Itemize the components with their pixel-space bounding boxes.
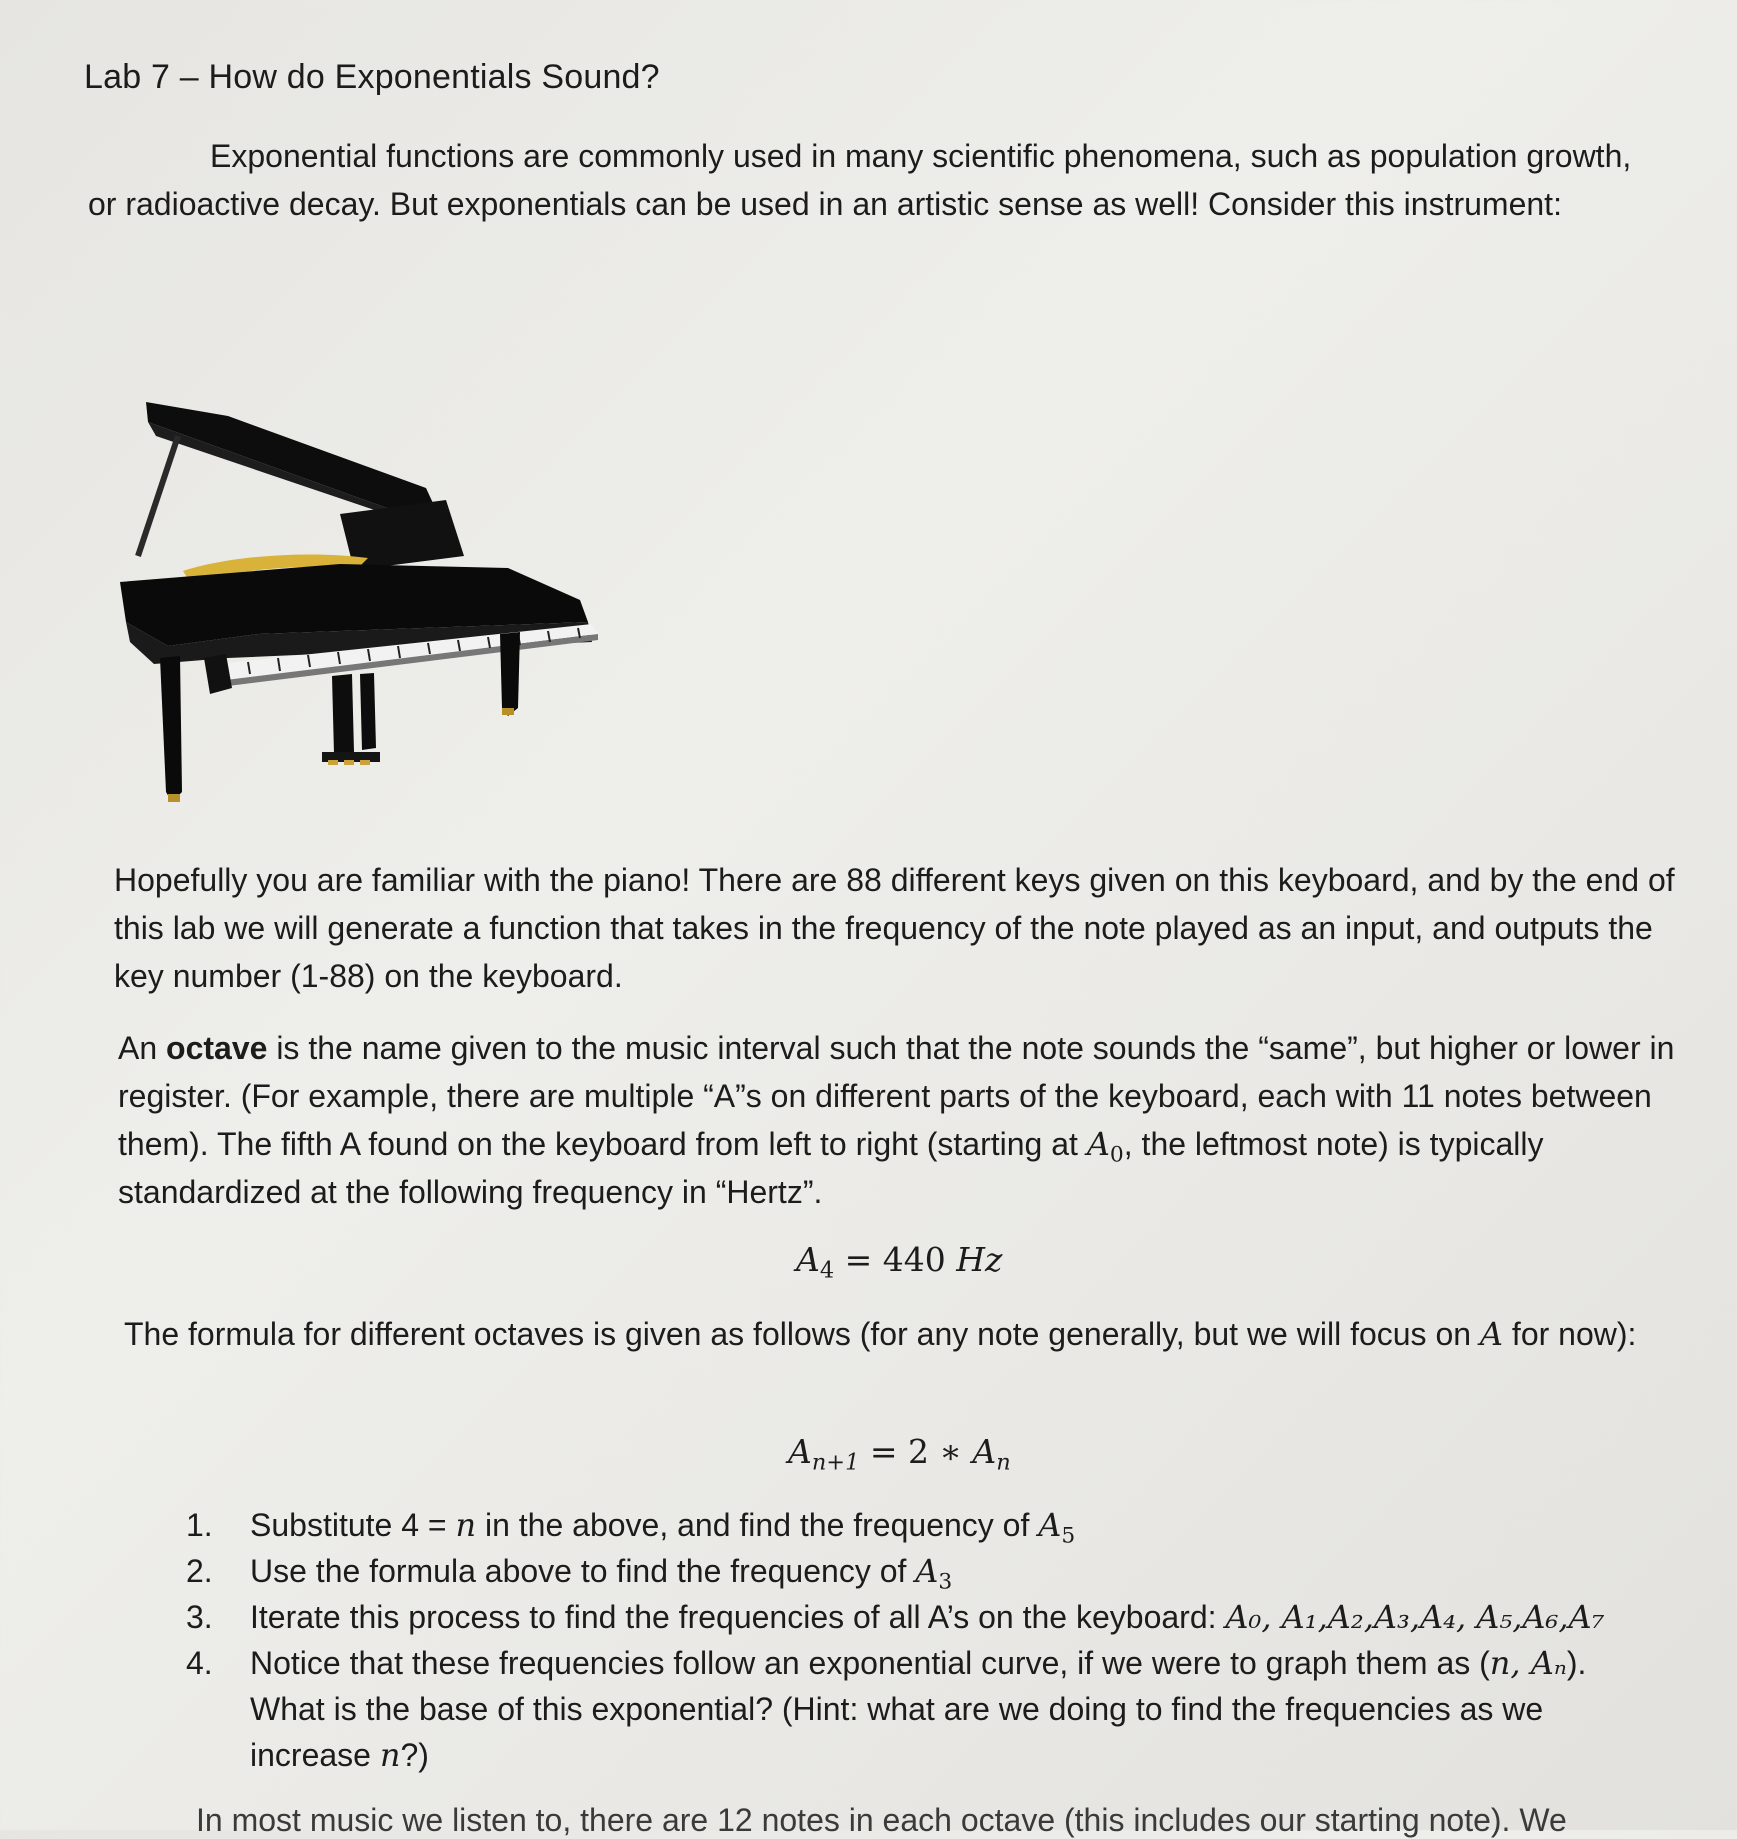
formula-variable: A bbox=[1479, 1315, 1504, 1353]
question-2 bbox=[186, 1548, 1666, 1594]
question-number: 4. bbox=[186, 1645, 213, 1681]
octave-tail-text: , the leftmost note) is typically standardized at the following frequency in “Hertz”. bbox=[118, 1126, 1544, 1210]
a4-equation bbox=[796, 1240, 1003, 1284]
a-subscript: 3 bbox=[938, 1569, 953, 1595]
point-pair: n, Aₙ bbox=[1489, 1644, 1567, 1682]
formula-lead-text: The formula for different octaves is given as follows (for any note generally, but we will focus on bbox=[124, 1316, 1480, 1352]
page-title: Lab 7 – How do Exponentials Sound? bbox=[84, 58, 660, 96]
grand-piano-image bbox=[108, 396, 598, 826]
eq2-rhs-subscript: n bbox=[996, 1449, 1011, 1476]
octave-body-text: is the name given to the music interval such that the note sounds the “same”, but higher or lower in register. (For example, there are multiple “A”s on different parts of the keyboard, each with 11 notes between them). The fifth A found on the keyboard from left to right (starting at bbox=[118, 1030, 1675, 1162]
a-variable: A bbox=[1038, 1506, 1062, 1544]
a0-variable: A bbox=[1086, 1125, 1110, 1163]
question-text: ?) bbox=[400, 1737, 429, 1773]
question-number: 2. bbox=[186, 1553, 213, 1589]
eq2-operator: = 2 ∗ bbox=[859, 1432, 973, 1471]
n-variable: n bbox=[379, 1736, 401, 1774]
a0-subscript: 0 bbox=[1109, 1142, 1124, 1168]
question-list bbox=[186, 1502, 1666, 1778]
question-text: in the above, and find the frequency of bbox=[476, 1507, 1039, 1543]
question-number: 1. bbox=[186, 1507, 213, 1543]
intro-paragraph: Exponential functions are commonly used in many scientific phenomena, such as population growth, or radioactive decay. But exponentials can be used in an artistic sense as well! Consider this instrument: bbox=[88, 138, 1632, 222]
n-variable: n bbox=[455, 1506, 477, 1544]
question-number: 3. bbox=[186, 1599, 213, 1635]
octave-recurrence-equation bbox=[788, 1432, 1011, 1476]
eq1-subscript: 4 bbox=[819, 1257, 835, 1284]
eq2-lhs-variable: A bbox=[788, 1432, 812, 1471]
a-subscript: 5 bbox=[1061, 1523, 1076, 1549]
piano-paragraph: Hopefully you are familiar with the piano! There are 88 different keys given on this keyboard, and by the end of this lab we will generate a function that takes in the frequency of the note played as an input, and outputs the key number (1-88) on the keyboard. bbox=[114, 862, 1675, 994]
cutoff-paragraph: In most music we listen to, there are 12 notes in each octave (this includes our starting note). We bbox=[196, 1802, 1567, 1838]
octave-paragraph bbox=[118, 1024, 1678, 1216]
octave-term: octave bbox=[166, 1030, 268, 1066]
question-text: Notice that these frequencies follow an exponential curve, if we were to graph them as ( bbox=[250, 1645, 1490, 1681]
eq1-variable: A bbox=[796, 1240, 820, 1279]
formula-tail-text: for now): bbox=[1503, 1316, 1637, 1352]
question-text: Use the formula above to find the frequency of bbox=[250, 1553, 916, 1589]
eq2-rhs-variable: A bbox=[972, 1432, 997, 1471]
question-3 bbox=[186, 1594, 1666, 1640]
eq2-lhs-subscript: n+1 bbox=[811, 1449, 860, 1476]
question-text: Iterate this process to find the frequencies of all A’s on the keyboard: bbox=[250, 1599, 1226, 1635]
eq1-value: = 440 bbox=[834, 1240, 957, 1279]
formula-paragraph bbox=[124, 1310, 1664, 1358]
question-4 bbox=[186, 1640, 1666, 1778]
eq1-unit: Hz bbox=[956, 1240, 1003, 1279]
question-text: ). What is the base of this exponential? (Hint: what are we doing to find the frequencies as we increase bbox=[250, 1645, 1587, 1773]
question-1 bbox=[186, 1502, 1666, 1548]
question-text: Substitute 4 = bbox=[250, 1507, 456, 1543]
octave-lead-text: An bbox=[118, 1030, 167, 1066]
a-variable: A bbox=[915, 1552, 939, 1590]
a-frequency-list: A₀, A₁,A₂,A₃,A₄, A₅,A₆,A₇ bbox=[1225, 1598, 1605, 1636]
